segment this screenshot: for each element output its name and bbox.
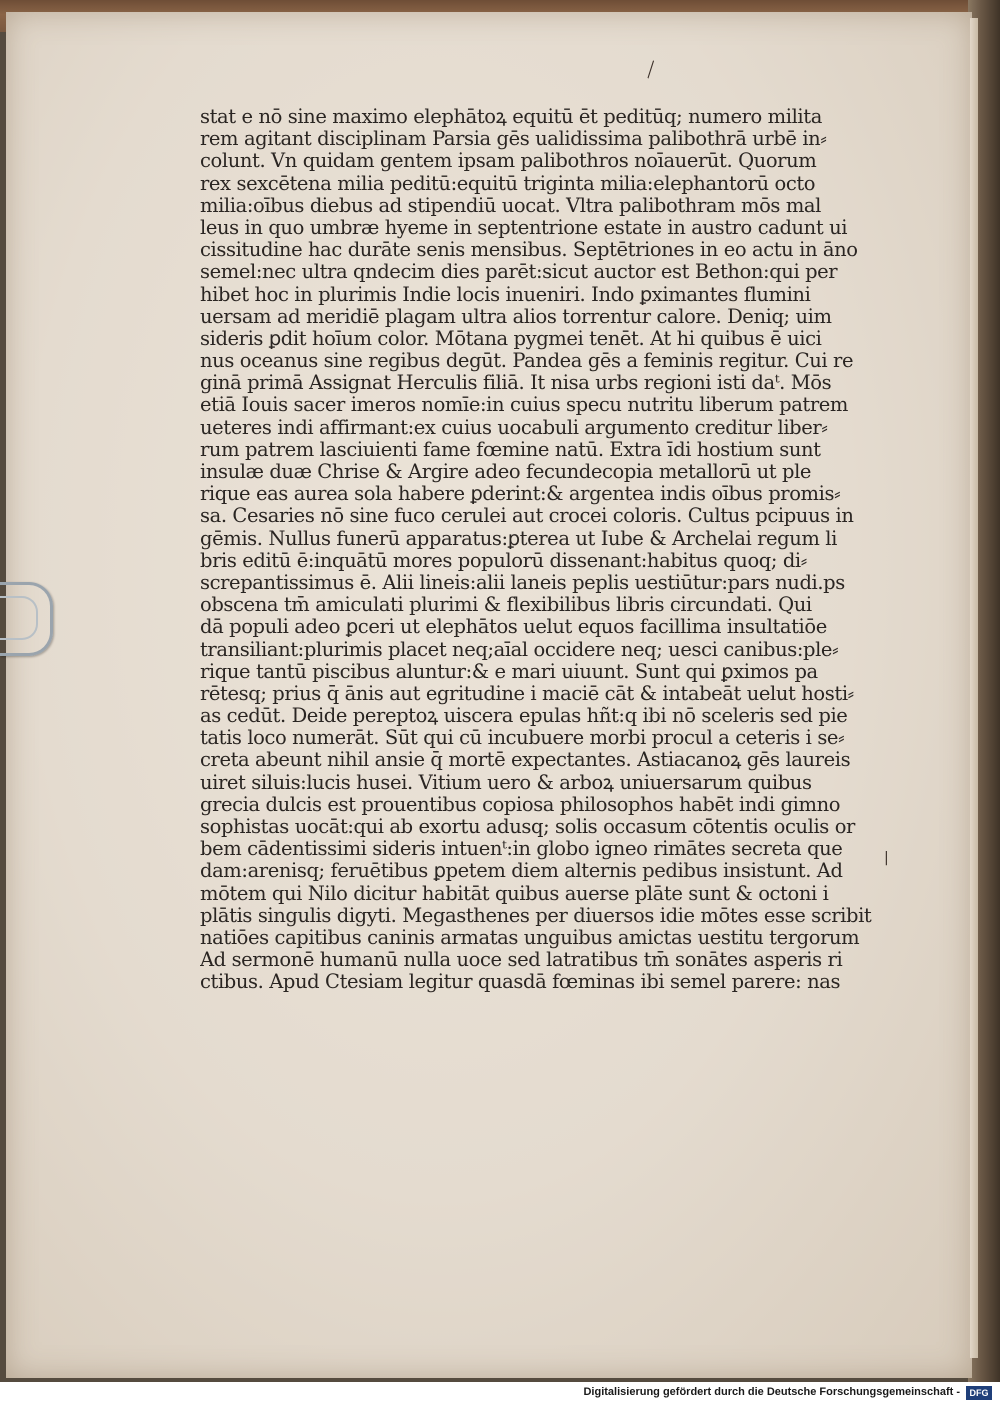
text-line: hibet hoc in plurimis Indie locis inueniri. Indo ꝑximantes flumini xyxy=(200,283,811,306)
text-line: natiōes capitibus caninis armatas unguibus amictas uestitu tergorum xyxy=(200,926,860,949)
text-line: screpantissimus ē. Alii lineis:alii laneis peplis uestiūtur:pars nudi.ps xyxy=(200,571,845,594)
margin-mark: ╲ xyxy=(641,61,659,79)
incunable-text-block xyxy=(200,106,872,994)
text-line: milia:oībus diebus ad stipendiū uocat. Vltra palibothram mōs mal xyxy=(200,194,821,217)
text-line: etiā Iouis sacer imeros nomīe:in cuius specu nutritu liberum patrem xyxy=(200,394,849,417)
text-line: grecia dulcis est prouentibus copiosa philosophos habēt indi gimno xyxy=(200,793,841,816)
text-line: tatis loco numerāt. Sūt qui cū incubuere morbi procul a ceteris i se⸗ xyxy=(200,727,845,750)
text-line: dam:arenisq; feruētibus ꝑpetem diem alternis pedibus insistunt. Ad xyxy=(200,860,843,883)
text-line: dā populi adeo ꝑceri ut elephātos uelut equos facillima insultatiōe xyxy=(200,616,827,639)
text-line: mōtem qui Nilo dicitur habitāt quibus auerse plāte sunt & octoni i xyxy=(200,882,829,905)
text-line: insulæ duæ Chrise & Argire adeo fecundecopia metallorū ut ple xyxy=(200,461,812,483)
text-line: Ad sermonē humanū nulla uoce sed latratibus tm̄ sonātes asperis ri xyxy=(200,949,843,972)
text-line: rem agitant disciplinam Parsia gēs ualidissima palibothrā urbē in⸗ xyxy=(200,128,827,151)
text-line: colunt. Vn quidam gentem ipsam palibothros noīauerūt. Quorum xyxy=(200,150,817,173)
text-line: plātis singulis digyti. Megasthenes per diuersos idie mōtes esse scribit xyxy=(200,904,872,927)
text-line: ctibus. Apud Ctesiam legitur quasdā fœminas ibi semel parere: nas xyxy=(200,971,841,994)
text-line: rētesq; prius q̄ ānis aut egritudine i maciē cāt & intabeāt uelut hosti⸗ xyxy=(200,682,854,705)
text-line: sophistas uocāt:qui ab exortu adusq; solis occasum cōtentis oculis or xyxy=(200,816,855,838)
text-line: ueteres indi affirmant:ex cuius uocabuli argumento creditur liber⸗ xyxy=(200,416,828,439)
text-line: transiliant:plurimis placet neq;aīal occidere neq; uesci canibus:ple⸗ xyxy=(200,638,839,661)
text-line: rique tantū piscibus aluntur:& e mari uiuunt. Sunt qui ꝑximos pa xyxy=(200,660,818,683)
text-line: leus in quo umbræ hyeme in septentrione estate in austro cadunt ui xyxy=(200,216,848,239)
paper-clip-inner xyxy=(0,596,38,640)
text-line: ginā primā Assignat Herculis filiā. It nisa urbs regioni isti daᵗ. Mōs xyxy=(200,372,832,395)
text-line: gēmis. Nullus funerū apparatus:ꝑterea ut Iube & Archelai regum li xyxy=(200,527,837,550)
text-line: sideris ꝑdit hoīum color. Mōtana pygmei tenēt. At hi quibus ē uici xyxy=(200,327,822,350)
text-line: rum patrem lasciuienti fame fœmine natū. Extra īdi hostium sunt xyxy=(200,438,821,461)
text-line: uiret siluis:lucis husei. Vitium uero & arboꝝ uniuersarum quibus xyxy=(200,771,812,794)
text-line: rique eas aurea sola habere ꝑderint:& argentea indis oībus promis⸗ xyxy=(200,483,841,506)
text-line: semel:nec ultra qndecim dies parēt:sicut auctor est Bethon:qui per xyxy=(200,261,838,284)
page-edge xyxy=(970,18,978,1358)
footer-bar xyxy=(0,1382,1000,1405)
text-line: bem cādentissimi sideris intuenᵗ:in globo igneo rimātes secreta que xyxy=(200,838,843,861)
text-line: cissitudine hac durāte senis mensibus. Septētriones in eo actu in āno xyxy=(200,239,858,262)
text-line: sa. Cesaries nō sine fuco cerulei aut crocei coloris. Cultus pcipuus in xyxy=(200,505,854,528)
margin-mark: | xyxy=(884,850,889,866)
footer-credit: Digitalisierung gefördert durch die Deutsche Forschungsgemeinschaft - xyxy=(583,1386,960,1398)
text-line: as cedūt. Deide pereptoꝝ uiscera epulas hñt:q ibi nō sceleris sed pie xyxy=(200,705,848,728)
text-line: creta abeunt nihil ansie q̄ mortē expectantes. Astiacanoꝝ gēs laureis xyxy=(200,749,851,772)
dfg-logo: DFG xyxy=(966,1386,992,1400)
text-line: obscena tm̄ amiculati plurimi & flexibilibus libris circundati. Qui xyxy=(200,594,812,617)
text-line: rex sexcētena milia peditū:equitū triginta milia:elephantorū octo xyxy=(200,172,816,195)
text-line: stat e nō sine maximo elephātoꝝ equitū ēt peditūq; numero milita xyxy=(200,106,822,128)
text-line: nus oceanus sine regibus degūt. Pandea gēs a feminis regitur. Cui re xyxy=(200,350,854,373)
text-line: bris editū ē:inquātū mores populorū dissenant:habitus quoq; di⸗ xyxy=(200,549,807,572)
text-line: uersam ad meridiē plagam ultra alios torrentur calore. Deniq; uim xyxy=(200,305,832,328)
